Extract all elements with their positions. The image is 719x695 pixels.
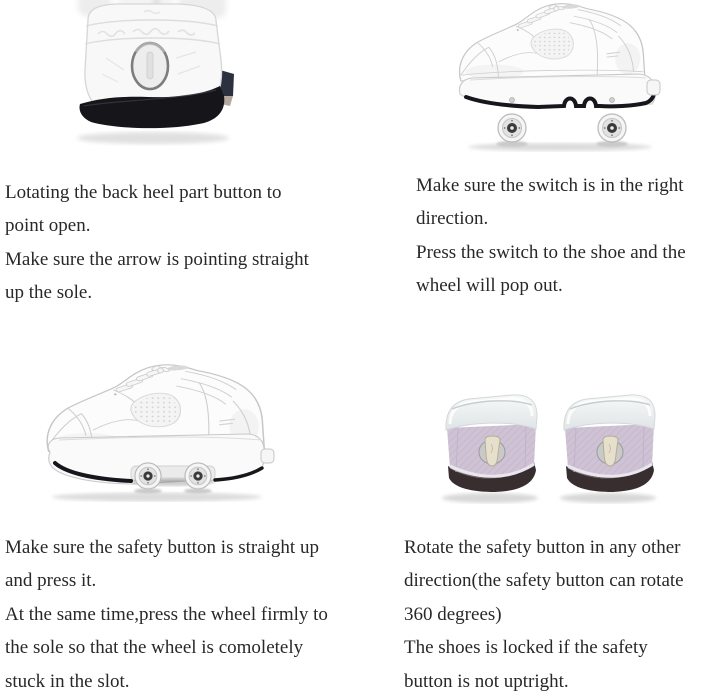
roller-wheel-rear — [598, 114, 626, 142]
caption-line: Press the switch to the shoe and the — [416, 241, 686, 263]
caption-line: stuck in the slot. — [5, 670, 130, 692]
caption-line: wheel will pop out. — [416, 275, 563, 297]
right-heel-safety-knob — [560, 395, 656, 503]
skate-shoe-illustration — [450, 0, 675, 152]
ground-shadow — [77, 132, 229, 144]
caption-line: The shoes is locked if the safety — [404, 637, 648, 659]
left-heel-safety-knob — [442, 395, 538, 503]
roller-wheel-front — [135, 463, 161, 489]
caption-line: 360 degrees) — [404, 603, 502, 625]
caption-line: and press it. — [5, 570, 97, 592]
caption-line: direction. — [416, 208, 489, 230]
caption-step-2 — [416, 169, 716, 303]
heel-button-closeup-photo — [58, 0, 253, 148]
wheel-shadow — [134, 488, 162, 493]
sneaker-upper — [460, 4, 646, 81]
caption-line: direction(the safety button can rotate — [404, 570, 684, 592]
roller-wheel-rear — [185, 463, 211, 489]
roller-wheel-front — [498, 114, 526, 142]
heel-release-button — [132, 43, 168, 89]
caption-line: Rotate the safety button in any other — [404, 537, 681, 558]
caption-line: Make sure the arrow is pointing straight — [5, 248, 309, 270]
heel-pair-safety-button-photo — [432, 383, 698, 508]
skate-shoe-retracted-illustration — [35, 350, 280, 502]
caption-step-4 — [404, 531, 719, 695]
caption-line: the sole so that the wheel is comoletely — [5, 637, 304, 659]
sneaker-wheels-in-photo — [35, 350, 280, 502]
ground-shadow — [52, 493, 262, 502]
caption-line: At the same time,press the wheel firmly to — [5, 603, 328, 625]
caption-step-3 — [5, 531, 395, 695]
caption-line: button is not uptright. — [404, 670, 569, 692]
caption-step-1 — [5, 176, 370, 310]
caption-line: Lotating the back heel part button to — [5, 182, 282, 203]
caption-line: Make sure the safety button is straight up — [5, 537, 319, 558]
wheel-shadow — [184, 488, 212, 493]
wheel-chassis — [460, 74, 656, 107]
caption-line: Make sure the switch is in the right — [416, 175, 684, 196]
caption-line: up the sole. — [5, 282, 93, 304]
heel-closeup-illustration — [58, 0, 253, 148]
heel-kick-tab — [647, 80, 660, 95]
sneaker-wheels-out-photo — [450, 0, 675, 152]
heel-kick-tab — [261, 449, 274, 463]
heel-pair-illustration — [432, 383, 698, 508]
caption-line: point open. — [5, 215, 91, 237]
